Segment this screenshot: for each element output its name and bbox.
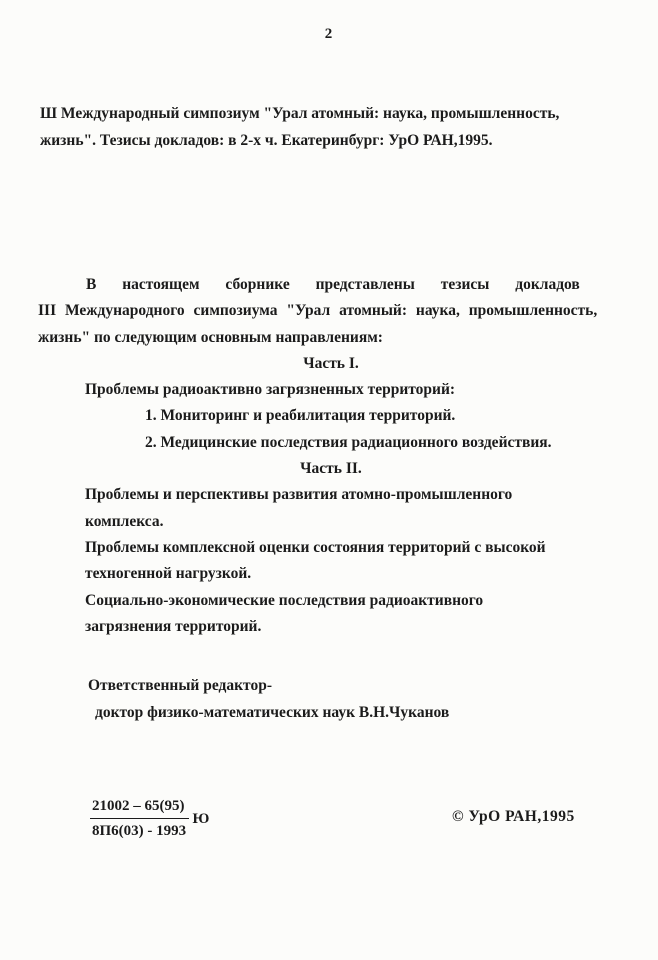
part-1-item: 2. Медицинские последствия радиационного воздействия. xyxy=(145,433,552,451)
editor-line: доктор физико-математических наук В.Н.Чуканов xyxy=(95,704,450,721)
intro-line: В настоящем сборнике представлены тезисы докладов xyxy=(86,276,580,293)
editor-credit xyxy=(88,672,449,726)
intro-line: жизнь" по следующим основным направлениям: xyxy=(38,328,383,346)
part-1-item: 1. Мониторинг и реабилитация территорий. xyxy=(145,407,456,425)
part-2-heading: Часть II. xyxy=(300,460,362,478)
citation-paragraph xyxy=(40,100,626,154)
intro-line: III Международного симпозиума "Урал атомный: наука, промышленность, xyxy=(38,302,598,320)
part-1-intro: Проблемы радиоактивно загрязненных территорий: xyxy=(85,381,456,399)
classification-denominator: 8П6(03) - 1993 xyxy=(92,823,187,839)
classification-numerator: 21002 – 65(95) xyxy=(90,796,189,819)
citation-line: Ш Международный симпозиум "Урал атомный: наука, промышленность, xyxy=(40,105,560,122)
part-2-line: загрязнения территорий. xyxy=(85,617,262,635)
part-2-line: Проблемы и перспективы развития атомно-промышленного xyxy=(85,486,513,504)
classification-suffix: Ю xyxy=(192,810,210,827)
classification-fraction xyxy=(90,796,189,841)
part-2-line: Проблемы комплексной оценки состояния территорий с высокой xyxy=(85,538,546,556)
editor-line: Ответственный редактор- xyxy=(88,677,272,694)
part-1-heading: Часть I. xyxy=(303,354,359,372)
citation-line: жизнь". Тезисы докладов: в 2-х ч. Екатеринбург: УрО РАН,1995. xyxy=(40,132,493,149)
part-2-line: Социально-экономические последствия радиоактивного xyxy=(85,591,484,609)
copyright-notice: © УрО РАН,1995 xyxy=(452,808,575,825)
imprint-code xyxy=(90,796,209,841)
page-number: 2 xyxy=(324,26,334,42)
body-text xyxy=(38,272,624,640)
part-2-line: техногенной нагрузкой. xyxy=(85,565,252,583)
part-2-line: комплекса. xyxy=(85,512,164,530)
